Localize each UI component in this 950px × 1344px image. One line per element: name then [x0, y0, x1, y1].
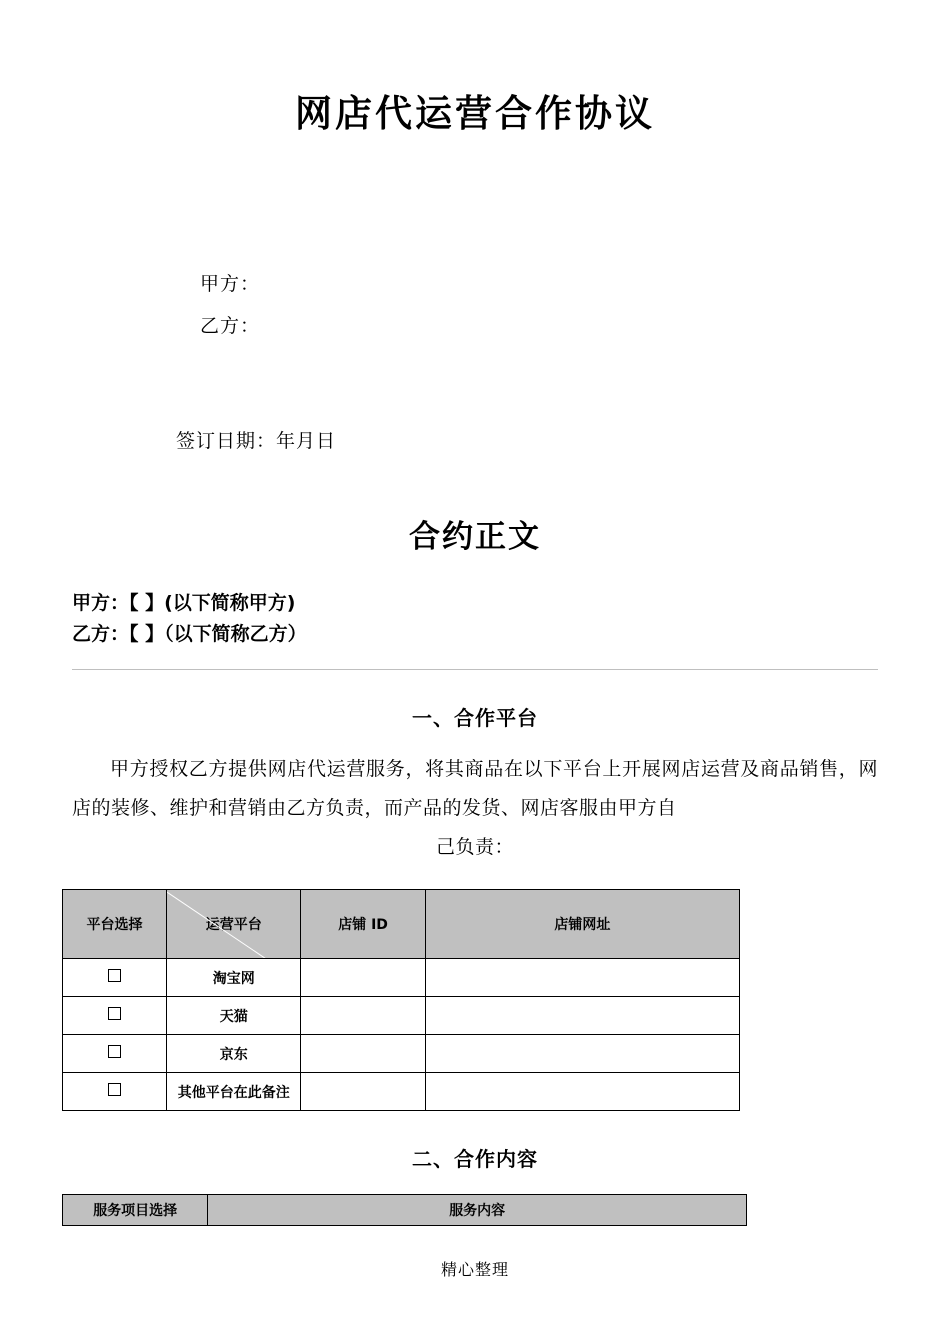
party-b-definition: 乙方：【 】（以下简称乙方）: [72, 623, 307, 646]
party-a-top: 甲方：: [200, 274, 261, 296]
platform-shopid-cell[interactable]: [301, 1035, 425, 1073]
platform-table-header-selection: 平台选择: [63, 890, 167, 959]
service-table-header-row: [63, 1195, 747, 1226]
party-a-definition: 甲方：【 】(以下简称甲方): [72, 591, 296, 614]
platform-checkbox-cell[interactable]: [63, 959, 167, 997]
table-row: [63, 997, 740, 1035]
table-row: [63, 1035, 740, 1073]
contract-body-title: 合约正文: [409, 518, 541, 555]
platform-table-header-shopurl: 店铺网址: [425, 890, 739, 959]
platform-checkbox-cell[interactable]: [63, 1035, 167, 1073]
checkbox-icon[interactable]: [108, 1045, 121, 1058]
service-table-header-content: 服务内容: [208, 1195, 747, 1226]
platform-table-header-platform: [167, 890, 301, 959]
service-table-header-item: 服务项目选择: [63, 1195, 208, 1226]
section-two-heading: 二、合作内容: [412, 1147, 538, 1172]
platform-table-header-row: [63, 890, 740, 959]
platform-shopurl-cell[interactable]: [425, 1035, 739, 1073]
platform-checkbox-cell[interactable]: [63, 1073, 167, 1111]
checkbox-icon[interactable]: [108, 969, 121, 982]
platform-shopid-cell[interactable]: [301, 997, 425, 1035]
platform-shopurl-cell[interactable]: [425, 1073, 739, 1111]
platform-name-cell: 京东: [167, 1035, 301, 1073]
page-title: 网店代运营合作协议: [295, 92, 655, 135]
platform-shopid-cell[interactable]: [301, 959, 425, 997]
platform-name-cell: 天猫: [167, 997, 301, 1035]
platform-table-header-shopid: 店铺 ID: [301, 890, 425, 959]
table-row: [63, 959, 740, 997]
parties-definition-block: [0, 588, 950, 651]
platform-name-cell: 淘宝网: [167, 959, 301, 997]
checkbox-icon[interactable]: [108, 1007, 121, 1020]
section-one-paragraph-lastline: 己负责：: [435, 836, 514, 858]
party-b-top: 乙方：: [200, 316, 261, 338]
parties-top-block: [0, 264, 950, 348]
platform-name-cell: 其他平台在此备注: [167, 1073, 301, 1111]
service-table: [62, 1194, 747, 1226]
platform-checkbox-cell[interactable]: [63, 997, 167, 1035]
platform-shopurl-cell[interactable]: [425, 959, 739, 997]
table-row: [63, 1073, 740, 1111]
divider: [72, 669, 878, 670]
footer-note: 精心整理: [440, 1262, 509, 1279]
platform-shopid-cell[interactable]: [301, 1073, 425, 1111]
section-one-paragraph-text: 甲方授权乙方提供网店代运营服务，将其商品在以下平台上开展网店运营及商品销售，网店的装修、维护和营销由乙方负责，而产品的发货、网店客服由甲方自: [72, 758, 878, 819]
platform-table-header-platform-label: 运营平台: [205, 917, 262, 934]
checkbox-icon[interactable]: [108, 1083, 121, 1096]
platform-table: [62, 889, 740, 1111]
sign-date-label: 签订日期：年月日: [176, 430, 337, 452]
platform-shopurl-cell[interactable]: [425, 997, 739, 1035]
section-one-heading: 一、合作平台: [412, 705, 538, 730]
section-one-paragraph: [72, 751, 878, 868]
